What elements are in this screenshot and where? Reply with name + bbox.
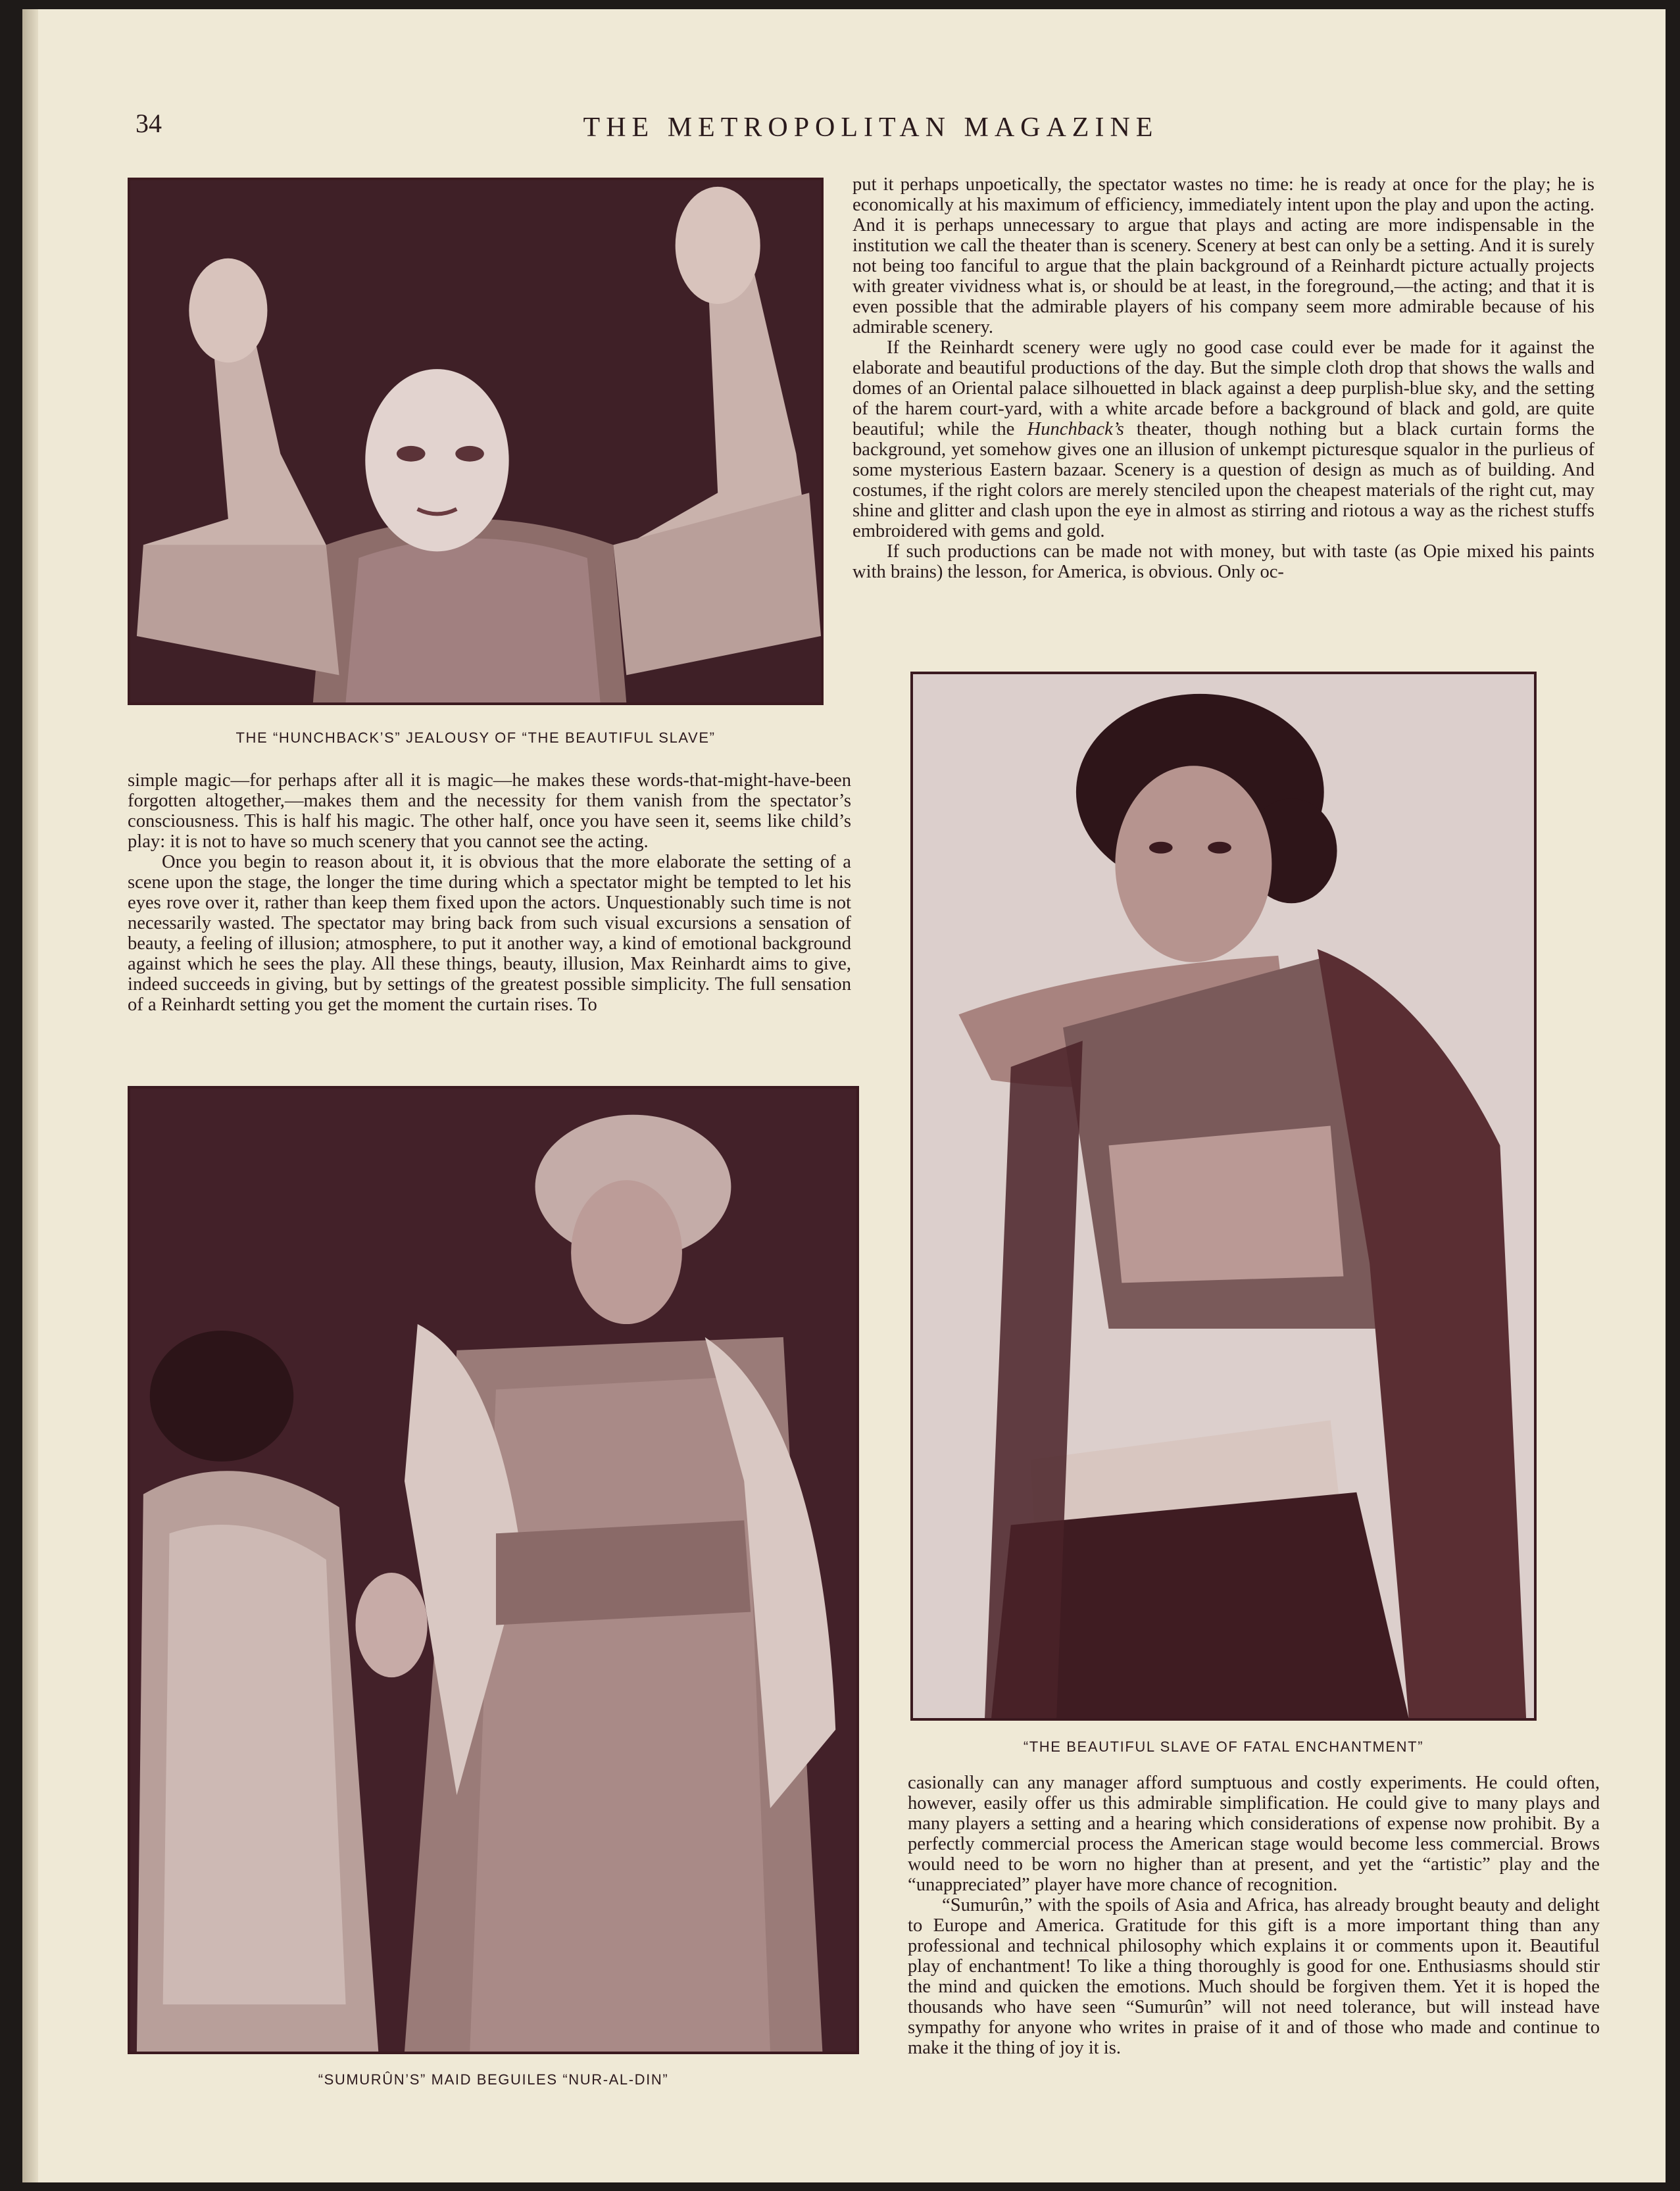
paragraph: “Sumurûn,” with the spoils of Asia and Africa, has already brought beauty and delight to Europe and America. Gratitude for this gift is a more important thing than any professional and technical philosophy which explains it or comments upon it. Beautiful play of enchantment! To like a thing thoroughly is good for one. Enthusiasms should stir the mind and quicken the emotions. Much should be forgiven them. Yet it is hoped the thousands who have seen “Sumurûn” will not need tolerance, but will instead have sympathy for anyone who writes in praise of it and of those who made and continue to make it the thing of joy it is.	[908, 1895, 1600, 2058]
photo-hunchback	[128, 178, 824, 705]
paragraph: If such productions can be made not with money, but with taste (as Opie mixed his paints with brains) the lesson, for America, is obvious. Only oc-	[852, 541, 1594, 582]
page-number: 34	[136, 109, 162, 138]
binding-edge	[22, 9, 38, 2182]
hunchback-illustration	[130, 180, 821, 702]
photo-beautiful-slave	[910, 672, 1537, 1721]
paragraph: Once you begin to reason about it, it is obvious that the more elaborate the setting of a scene upon the stage, the longer the time during which a spectator might be tempted to let his eyes rove over it, rather than keep them fixed upon the actors. Unquestionably such time is not necessarily wasted. The spectator may bring back from such visual excursions a sensation of beauty, a feeling of illusion; atmosphere, to put it another way, a kind of emotional background against which he sees the play. All these things, beauty, illusion, Max Reinhardt aims to give, indeed succeeds in giving, but by settings of the greatest possible simplicity. The full sensation of a Reinhardt setting you get the moment the curtain rises. To	[128, 852, 851, 1015]
text-span: theater, though nothing but a black curtain forms the background, yet somehow gives one an illusion of unkempt picturesque squalor in the purlieus of some mysterious Eastern bazaar. Scenery is a question of design as much as of building. And costumes, if the right colors are merely stenciled upon the cheapest materials of the right cut, may shine and glitter and clash upon the eye in almost as stirring and riotous a way as the richest stuffs embroidered with gems and gold.	[852, 419, 1594, 541]
paragraph: simple magic—for perhaps after all it is magic—he makes these words-that-might-have-been forgotten altogether,—makes them and the necessity for them vanish from the spectator’s consciousness. This is half his magic. The other half, once you have seen it, seems like child’s play: it is not to have so much scenery that you cannot see the acting.	[128, 770, 851, 852]
running-head: THE METROPOLITAN MAGAZINE	[583, 112, 1159, 143]
paragraph	[852, 337, 1594, 541]
caption-sumurun: “SUMURÛN’S” MAID BEGUILES “NUR-AL-DIN”	[318, 2071, 669, 2088]
caption-hunchback: THE “HUNCHBACK’S” JEALOUSY OF “THE BEAUTIFUL SLAVE”	[235, 729, 716, 746]
text-right-bottom	[908, 1773, 1600, 2058]
slave-illustration	[913, 674, 1534, 1718]
magazine-page	[22, 9, 1666, 2182]
paragraph: put it perhaps unpoetically, the spectator wastes no time: he is ready at once for the play; he is economically at his maximum of efficiency, immediately intent upon the play and upon the acting. And it is perhaps unnecessary to argue that plays and acting are more indispensable in the institution we call the theater than is scenery. Scenery at best can only be a setting. And it is surely not being too fanciful to argue that the plain background of a Reinhardt picture actually projects with greater vividness what is, or should be at least, in the foreground,—the acting; and that it is even possible that the admirable players of his company seem more admirable because of his admirable scenery.	[852, 174, 1594, 337]
text-left-middle	[128, 770, 851, 1015]
text-right-top	[852, 174, 1594, 582]
text-span: If the Reinhardt scenery were ugly no good case could ever be made for it against the elaborate and beautiful productions of the day. But the simple cloth drop that shows the walls and domes of an Oriental palace silhouetted in black against a deep purplish-blue sky, and the setting of the harem court-yard, with a white arcade before a background of black and gold, are quite beautiful; while the	[852, 337, 1594, 439]
italic-title: Hunchback’s	[1027, 419, 1124, 439]
paragraph: casionally can any manager afford sumptuous and costly experiments. He could often, however, easily offer us this admirable simplification. He could give to many plays and many players a setting and a hearing which considerations of expense now prohibit. By a perfectly commercial process the American stage would become less commercial. Brows would need to be worn no higher than at present, and yet the “artistic” play and the “unappreciated” player have more chance of recognition.	[908, 1773, 1600, 1895]
photo-sumurun	[128, 1086, 859, 2054]
caption-beautiful-slave: “THE BEAUTIFUL SLAVE OF FATAL ENCHANTMENT”	[1023, 1738, 1424, 1755]
sumurun-illustration	[130, 1089, 856, 2052]
